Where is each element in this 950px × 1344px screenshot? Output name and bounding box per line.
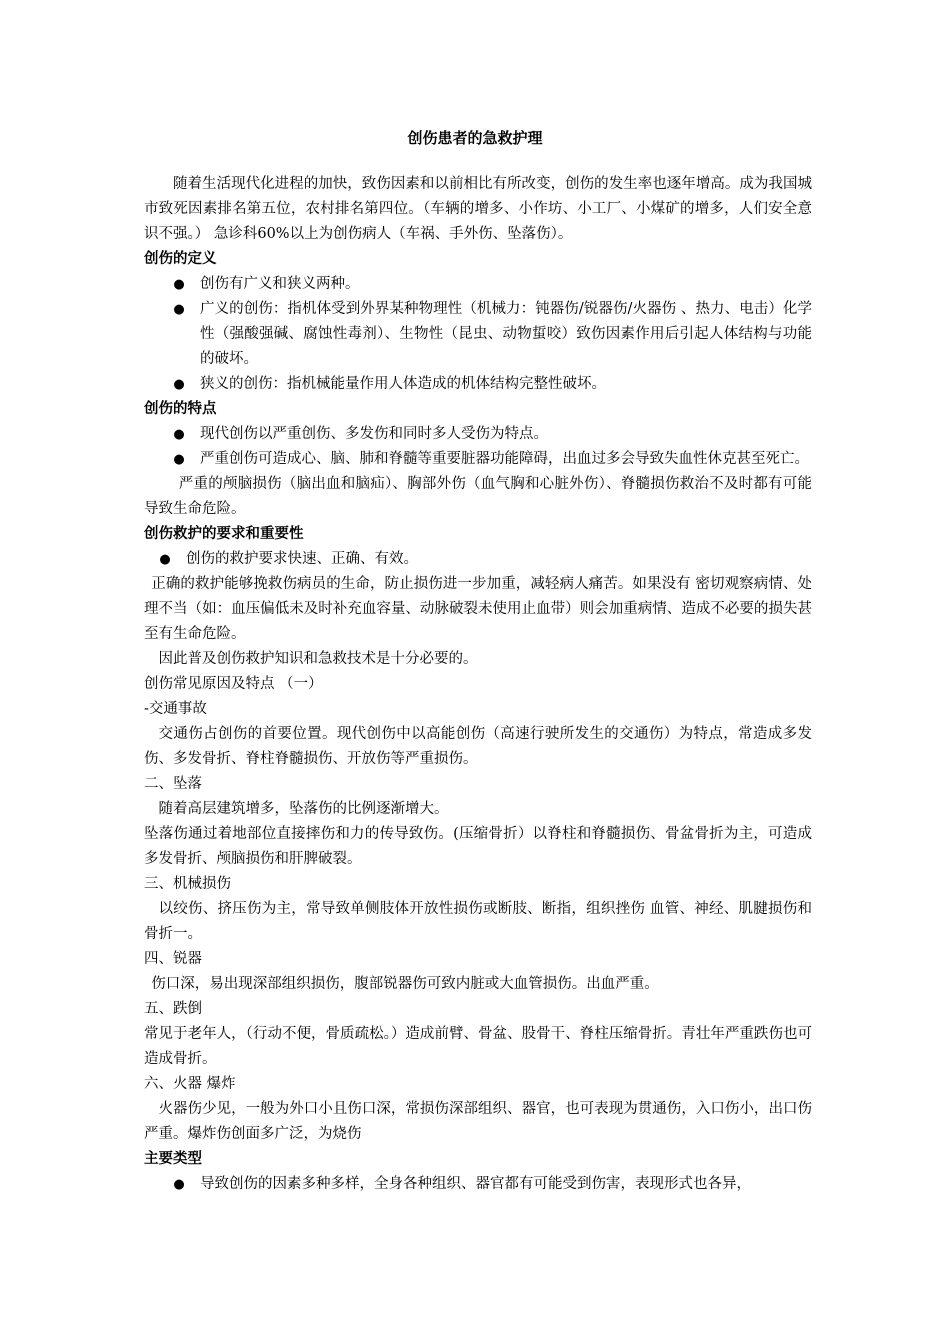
types-list	[144, 1172, 812, 1197]
bullet-icon: ●	[173, 452, 185, 467]
section-heading-types: 主要类型	[144, 1151, 202, 1167]
cause-text-tumble: 常见于老年人，（行动不便，骨质疏松。）造成前臂、骨盆、股骨干、脊柱压缩骨折。青壮年严重跌伤也可造成骨折。	[144, 1026, 812, 1067]
section-heading-requirements: 创伤救护的要求和重要性	[144, 526, 304, 542]
bullet-icon: ●	[173, 427, 185, 442]
cause-text-traffic: 交通伤占创伤的首要位置。现代创伤中以高能创伤（高速行驶所发生的交通伤）为特点，常造成多发伤、多发骨折、脊柱脊髓损伤、开放伤等严重损伤。	[144, 726, 812, 767]
cause-text-fall-1: 随着高层建筑增多，坠落伤的比例逐渐增大。	[158, 801, 449, 817]
cause-heading-firearm: 六、火器 爆炸	[144, 1076, 236, 1092]
bullet-icon: ●	[159, 552, 171, 567]
intro-paragraph: 随着生活现代化进程的加快，致伤因素和以前相比有所改变，创伤的发生率也逐年增高。成为我国城市致死因素排名第五位，农村排名第四位。（车辆的增多、小作坊、小工厂、小煤矿的增多，人们安全意识不强。） 急诊科60%以上为创伤病人（车祸、手外伤、坠落伤）。	[144, 176, 812, 242]
cause-heading-tumble: 五、跌倒	[144, 1001, 202, 1017]
list-item: ● 现代创伤以严重创伤、多发伤和同时多人受伤为特点。	[144, 422, 812, 447]
requirements-paragraph: 正确的救护能够挽救伤病员的生命，防止损伤进一步加重，减轻病人痛苦。如果没有 密切观察病情、处理不当（如：血压偏低未及时补充血容量、动脉破裂未使用止血带）则会加重病情、造成不必要的损失甚至有生命危险。	[144, 576, 812, 642]
cause-text-mechanical: 以绞伤、挤压伤为主，常导致单侧肢体开放性损伤或断肢、断指，组织挫伤 血管、神经、肌腱损伤和骨折一。	[144, 901, 812, 942]
cause-heading-sharp: 四、锐器	[144, 951, 202, 967]
list-item: ● 广义的创伤：指机体受到外界某种物理性（机械力：钝器伤/锐器伤/火器伤 、热力、电击）化学性（强酸强碱、腐蚀性毒剂）、生物性（昆虫、动物蜇咬）致伤因素作用后引起人体结构与功能的破坏。	[144, 297, 812, 372]
cause-text-firearm: 火器伤少见，一般为外口小且伤口深，常损伤深部组织、器官，也可表现为贯通伤，入口伤小，出口伤严重。爆炸伤创面多广泛，为烧伤	[144, 1101, 812, 1142]
list-item: ● 创伤的救护要求快速、正确、有效。	[144, 547, 812, 572]
cause-text-sharp: 伤口深，易出现深部组织损伤，腹部锐器伤可致内脏或大血管损伤。出血严重。	[151, 976, 659, 992]
requirements-list	[144, 547, 812, 572]
section-heading-features: 创伤的特点	[144, 401, 217, 417]
bullet-icon: ●	[173, 302, 185, 317]
features-paragraph: 严重的颅脑损伤（脑出血和脑疝）、胸部外伤（血气胸和心脏外伤）、脊髓损伤救治不及时都有可能导致生命危险。	[144, 476, 812, 517]
list-item: ● 狭义的创伤：指机械能量作用人体造成的机体结构完整性破坏。	[144, 372, 812, 397]
requirements-conclusion: 因此普及创伤救护知识和急救技术是十分必要的。	[158, 651, 478, 667]
list-item: ● 导致创伤的因素多种多样，全身各种组织、器官都有可能受到伤害，表现形式也各异，	[144, 1172, 812, 1197]
bullet-icon: ●	[173, 377, 185, 392]
cause-heading-mechanical: 三、机械损伤	[144, 876, 231, 892]
list-item: ● 严重创伤可造成心、脑、肺和脊髓等重要脏器功能障碍，出血过多会导致失血性休克甚至死亡。	[144, 447, 812, 472]
document-title: 创伤患者的急救护理	[407, 129, 543, 147]
document-body	[144, 172, 812, 1197]
list-item: ● 创伤有广义和狭义两种。	[144, 272, 812, 297]
cause-heading-traffic: -交通事故	[144, 701, 207, 717]
features-list	[144, 422, 812, 472]
definition-list	[144, 272, 812, 397]
section-heading-definition: 创伤的定义	[144, 251, 217, 267]
section-heading-causes: 创伤常见原因及特点 （一）	[144, 676, 323, 692]
bullet-icon: ●	[173, 1177, 185, 1192]
cause-heading-fall: 二、坠落	[144, 776, 202, 792]
bullet-icon: ●	[173, 277, 185, 292]
cause-text-fall-2: 坠落伤通过着地部位直接摔伤和力的传导致伤。(压缩骨折）以脊柱和脊髓损伤、骨盆骨折为主，可造成多发骨折、颅脑损伤和肝脾破裂。	[144, 826, 812, 867]
